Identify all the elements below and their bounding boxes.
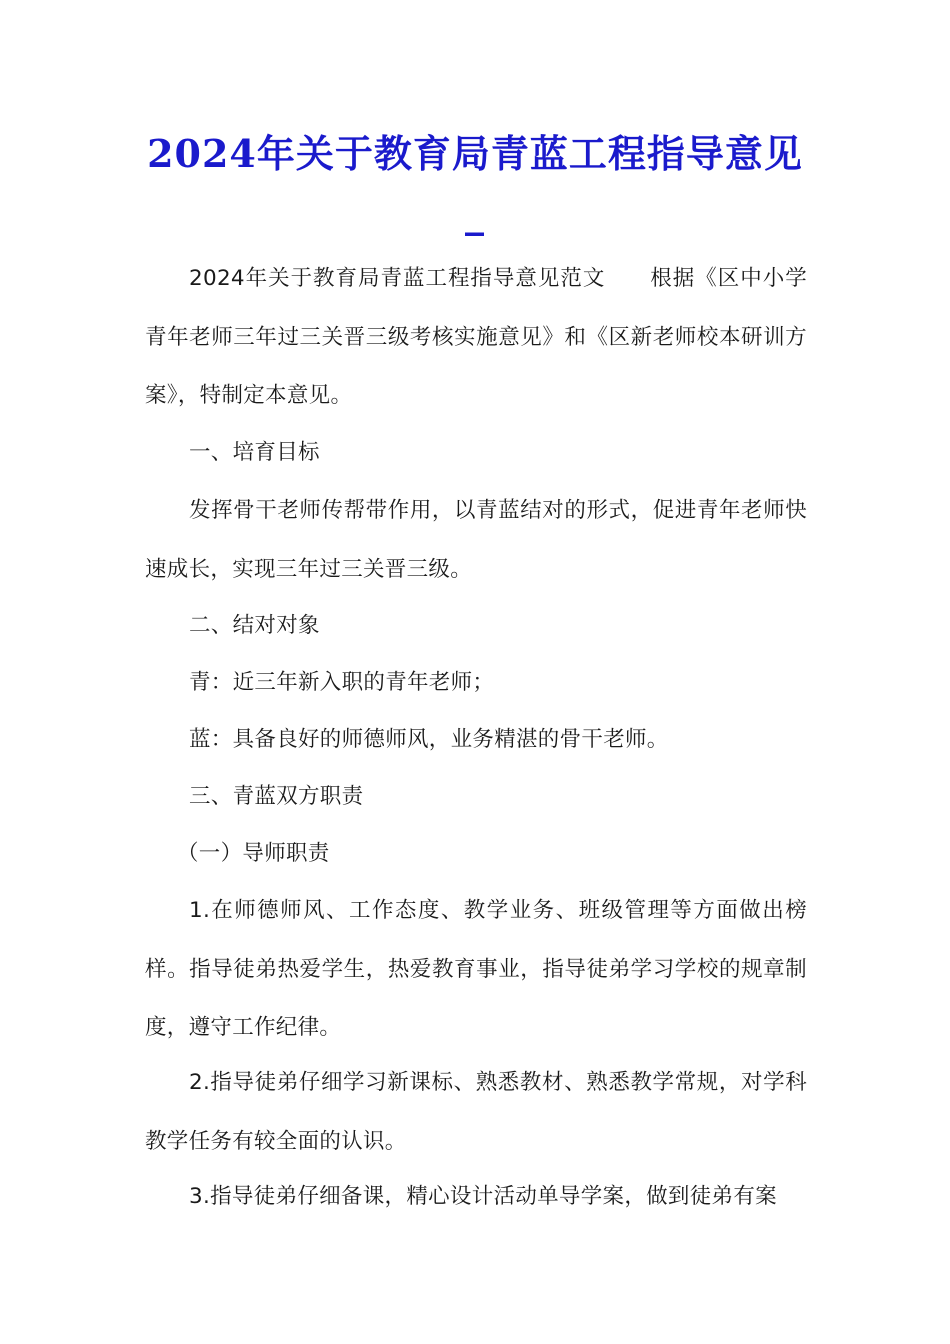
paragraph-item-2: 2.指导徒弟仔细学习新课标、熟悉教材、熟悉教学常规，对学科教学任务有较全面的认识。	[145, 1070, 807, 1154]
paragraph-item-1: 1.在师德师风、工作态度、教学业务、班级管理等方面做出榜样。指导徒弟热爱学生，热爱教育事业，指导徒弟学习学校的规章制度，遵守工作纪律。	[145, 898, 807, 1040]
section-heading-2: 二、结对对象	[189, 613, 320, 638]
paragraph-goal: 发挥骨干老师传帮带作用，以青蓝结对的形式，促进青年老师快速成长，实现三年过三关晋三级。	[145, 498, 807, 582]
paragraph-intro: 2024年关于教育局青蓝工程指导意见范文 根据《区中小学青年老师三年过三关晋三级考核实施意见》和《区新老师校本研训方案》，特制定本意见。	[145, 266, 807, 408]
paragraph-item-3: 3.指导徒弟仔细备课，精心设计活动单导学案，做到徒弟有案	[189, 1184, 777, 1209]
sub-heading-1: （一）导师职责	[177, 841, 330, 866]
paragraph-lan: 蓝：具备良好的师德师风，业务精湛的骨干老师。	[189, 727, 669, 752]
paragraph-qing: 青：近三年新入职的青年老师；	[189, 670, 495, 695]
document-title: 2024年关于教育局青蓝工程指导意见_	[147, 131, 803, 236]
section-heading-1: 一、培育目标	[189, 440, 320, 465]
section-heading-3: 三、青蓝双方职责	[189, 784, 364, 809]
